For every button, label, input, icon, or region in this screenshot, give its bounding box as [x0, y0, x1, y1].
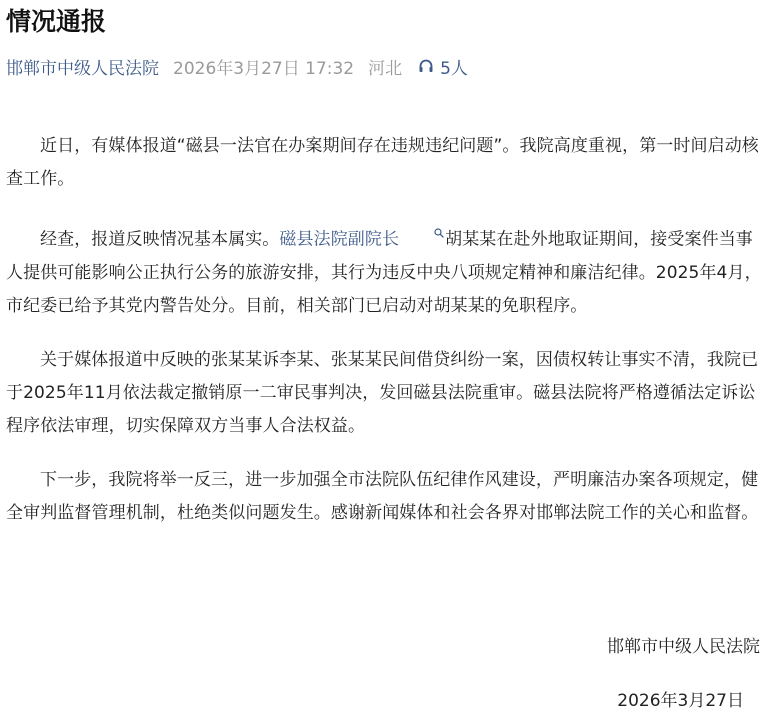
- region-label: 河北: [368, 58, 403, 79]
- vice-president-link[interactable]: 磁县法院副院长: [279, 229, 400, 250]
- source-link[interactable]: 邯郸市中级人民法院: [6, 58, 159, 79]
- article-title: 情况通报: [6, 7, 107, 36]
- paragraph-2: [6, 217, 762, 323]
- paragraph-2-rest: 胡某某在赴外地取证期间，接受案件当事人提供可能影响公正执行公务的旅游安排，其行为违反中央八项规定精神和廉洁纪律。2025年4月，市纪委已给予其党内警告处分。目前，相关部门已启动对胡某某的免职程序。: [6, 229, 762, 316]
- paragraph-2-lead: 经查，报道反映情况基本属实。: [40, 229, 280, 250]
- article-meta: [6, 53, 468, 79]
- signature: 邯郸市中级人民法院: [607, 637, 760, 657]
- paragraph-3: 关于媒体报道中反映的张某某诉李某、张某某民间借贷纠纷一案，因债权转让事实不清，我院已于2025年11月依法裁定撤销原一二审民事判决，发回磁县法院重审。磁县法院将严格遵循法定诉讼程序依法审理，切实保障双方当事人合法权益。: [6, 349, 759, 436]
- paragraph-4: 下一步，我院将举一反三，进一步加强全市法院队伍纪律作风建设，严明廉洁办案各项规定，健全审判监督管理机制，杜绝类似问题发生。感谢新闻媒体和社会各界对邯郸法院工作的关心和监督。: [6, 469, 759, 523]
- headphones-icon: [418, 58, 434, 74]
- search-icon[interactable]: [400, 217, 444, 250]
- article-body: [6, 130, 762, 551]
- paragraph-1: 近日，有媒体报道“磁县一法官在办案期间存在违规违纪问题”。我院高度重视，第一时间启动核查工作。: [6, 136, 759, 189]
- listen-count: 5人: [440, 58, 468, 79]
- listen-button[interactable]: [418, 54, 468, 79]
- signature-date: 2026年3月27日: [617, 691, 744, 711]
- publish-time: 2026年3月27日 17:32: [173, 58, 355, 79]
